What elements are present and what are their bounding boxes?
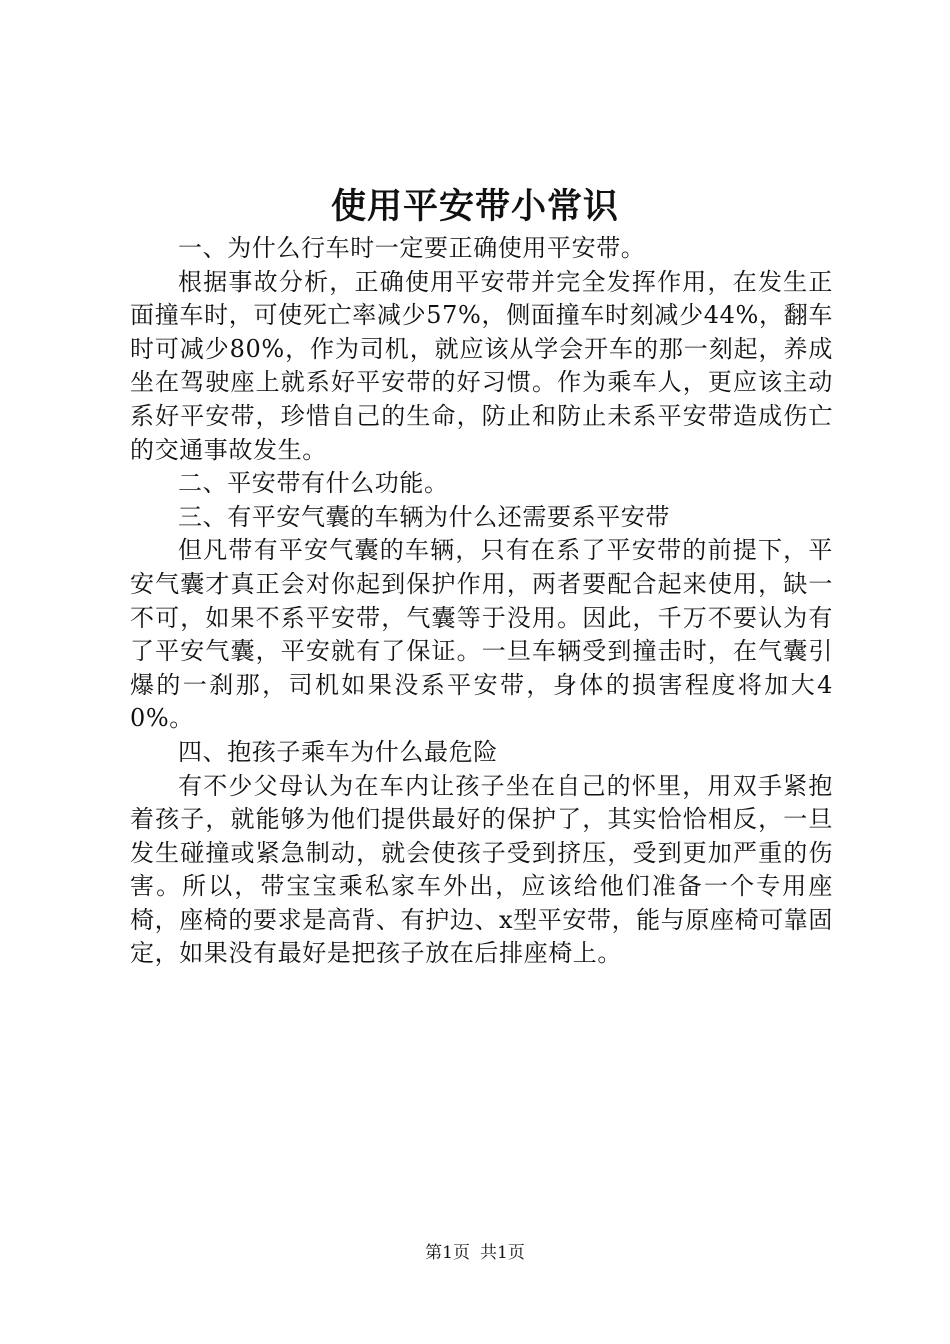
- page-total: 共1页: [480, 1243, 525, 1263]
- section-heading-1: 一、为什么行车时一定要正确使用平安带。: [178, 234, 646, 262]
- page-footer: [0, 1242, 950, 1264]
- section-heading-3: 三、有平安气囊的车辆为什么还需要系平安带: [178, 502, 670, 531]
- section-heading-4: 四、抱孩子乘车为什么最危险: [178, 737, 498, 766]
- page-number: 第1页: [425, 1243, 470, 1263]
- section-heading-2: 二、平安带有什么功能。: [178, 469, 449, 498]
- document-body: [130, 232, 833, 971]
- paragraph-1: 根据事故分析，正确使用平安带并完全发挥作用，在发生正面撞车时，可使死亡率减少57%，侧面撞车时刻减少44%，翻车时可减少80%，作为司机，就应该从学会开车的那一刻起，养成坐在驾驶座上就系好平安带的好习惯。作为乘车人，更应该主动系好平安带，珍惜自己的生命，防止和防止未系平安带造成伤亡的交通事故发生。: [130, 267, 833, 464]
- document-title: 使用平安带小常识: [330, 186, 619, 227]
- paragraph-4: 有不少父母认为在车内让孩子坐在自己的怀里，用双手紧抱着孩子，就能够为他们提供最好的保护了，其实恰恰相反，一旦发生碰撞或紧急制动，就会使孩子受到挤压，受到更加严重的伤害。所以，带宝宝乘私家车外出，应该给他们准备一个专用座椅，座椅的要求是高背、有护边、x型平安带，能与原座椅可靠固定，如果没有最好是把孩子放在后排座椅上。: [130, 771, 833, 968]
- paragraph-3: 但凡带有平安气囊的车辆，只有在系了平安带的前提下，平安气囊才真正会对你起到保护作用，两者要配合起来使用，缺一不可，如果不系平安带，气囊等于没用。因此，千万不要认为有了平安气囊，平安就有了保证。一旦车辆受到撞击时，在气囊引爆的一刹那，司机如果没系平安带，身体的损害程度将加大40%。: [130, 536, 833, 733]
